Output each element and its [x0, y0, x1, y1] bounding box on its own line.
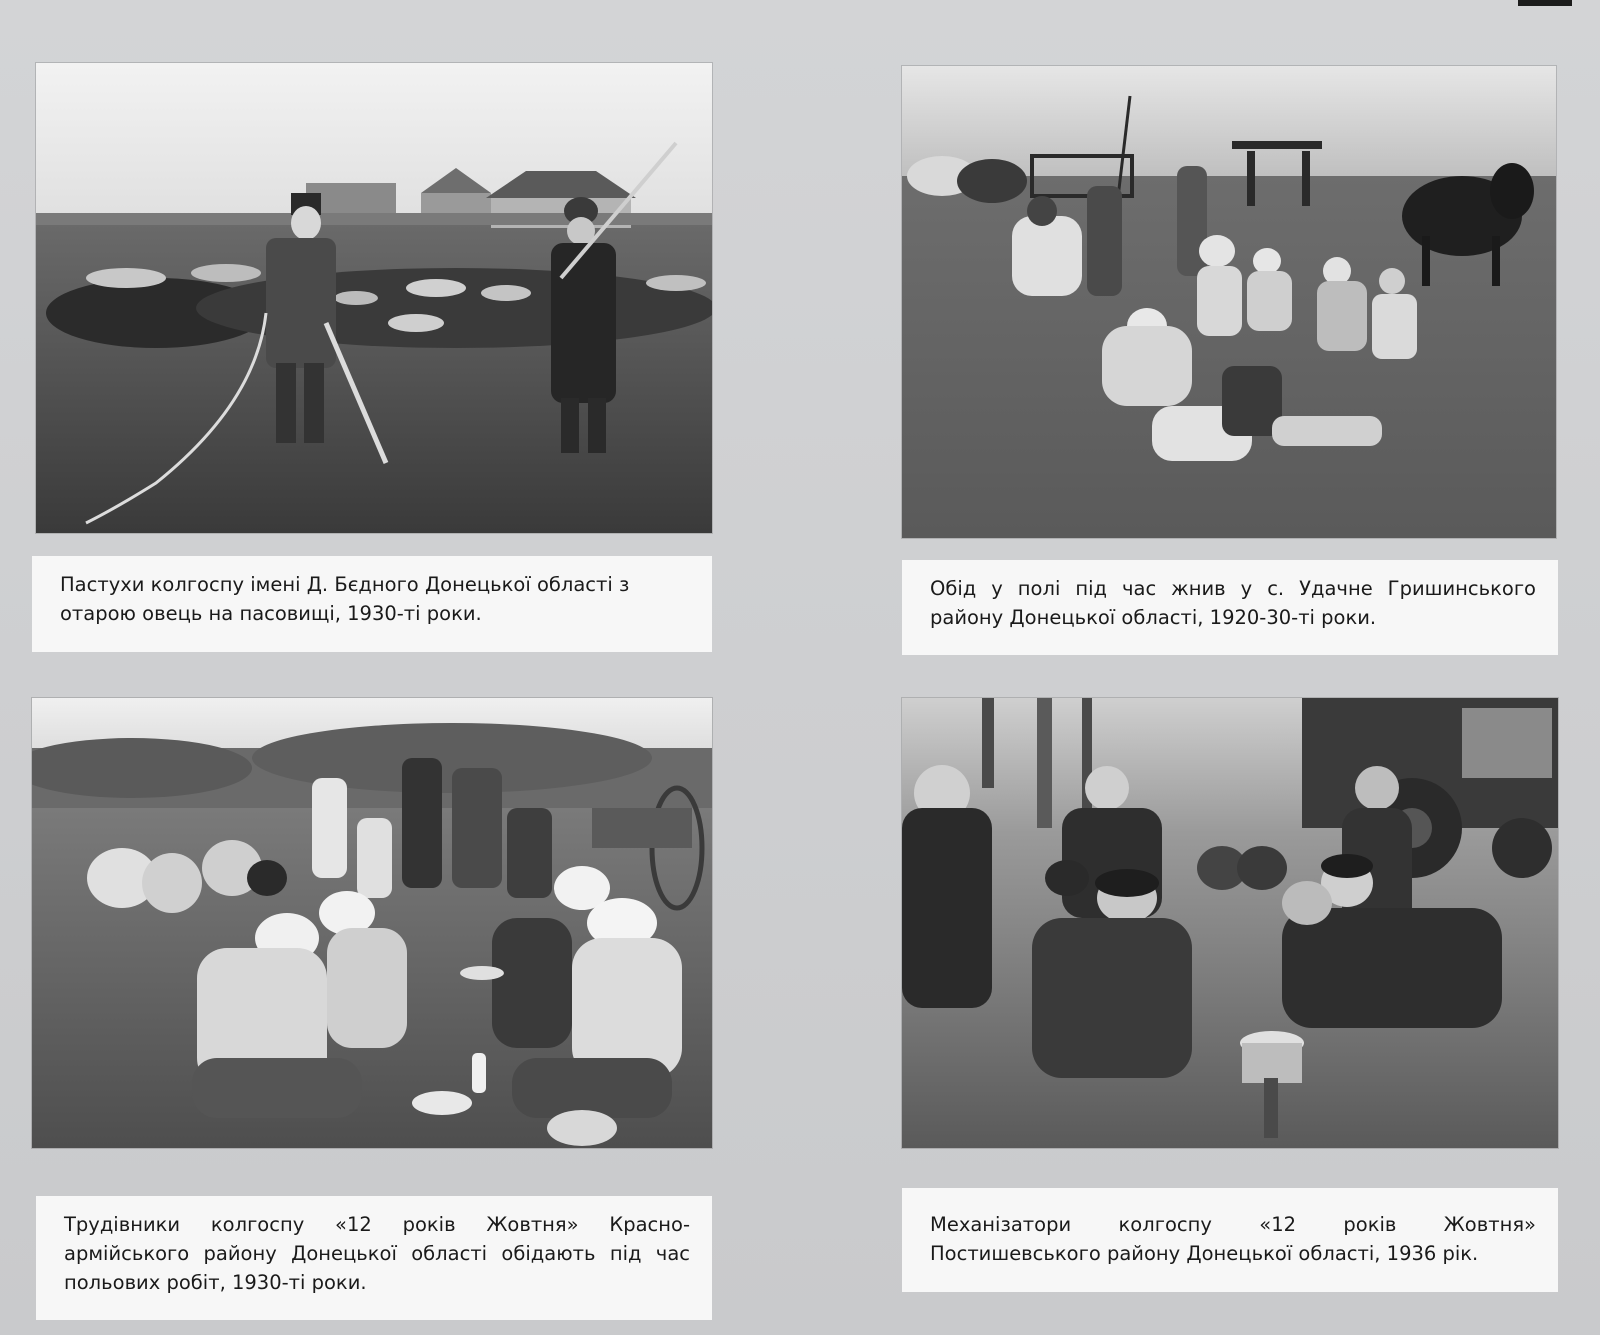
caption-shepherds: Пастухи колгоспу імені Д. Бєдного Донецької області з отарою овець на пасовищі, 1930-ті роки.: [32, 556, 712, 652]
caption-mechanizers: Механізатори колгоспу «12 років Жовтня» Постишевського району Донецької області, 1936 рік.: [902, 1188, 1558, 1292]
caption-field-lunch: Обід у полі під час жнив у с. Удачне Гришинського району Донецької області, 1920-30-ті роки.: [902, 560, 1558, 655]
photo-mechanizers: [902, 698, 1558, 1148]
photo-field-lunch: [902, 66, 1556, 538]
corner-marker: [1518, 0, 1572, 6]
photo-shepherds: [36, 63, 712, 533]
caption-workers: Трудівники колгоспу «12 років Жовтня» Красно-армійського району Донецької області обідають під час польових робіт, 1930-ті роки.: [36, 1196, 712, 1320]
photo-workers: [32, 698, 712, 1148]
